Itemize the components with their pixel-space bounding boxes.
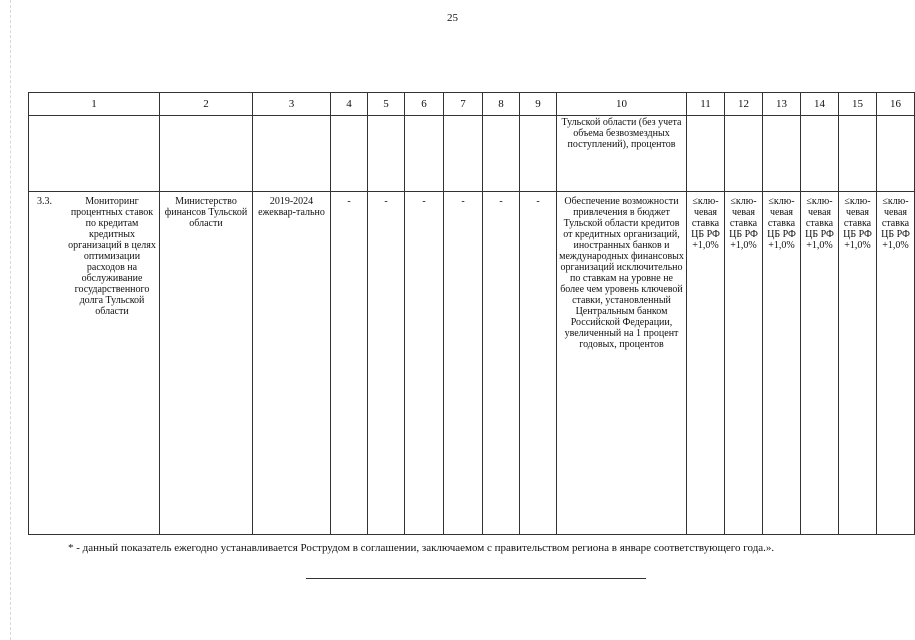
dash-cell: - — [331, 192, 368, 535]
empty-cell — [839, 116, 877, 192]
empty-cell — [725, 116, 763, 192]
activity-text: Мониторинг процентных ставок по кредитам кредитных организаций в целях оптимизации расходов на обслуживание государственного долга Тульской области — [68, 196, 156, 317]
value-cell: ≤клю-чевая ставка ЦБ РФ +1,0% — [877, 192, 915, 535]
activity-cell — [29, 192, 160, 535]
indicator-table — [28, 92, 915, 535]
col-header: 10 — [557, 93, 687, 116]
page-number: 25 — [447, 12, 458, 24]
empty-cell — [877, 116, 915, 192]
col-header: 14 — [801, 93, 839, 116]
value-cell: ≤клю-чевая ставка ЦБ РФ +1,0% — [725, 192, 763, 535]
col-header: 2 — [160, 93, 253, 116]
col-header: 3 — [253, 93, 331, 116]
table-row — [29, 192, 915, 535]
dash-cell: - — [405, 192, 444, 535]
empty-cell — [253, 116, 331, 192]
value-cell: ≤клю-чевая ставка ЦБ РФ +1,0% — [763, 192, 801, 535]
col-header: 7 — [444, 93, 483, 116]
value-cell: ≤клю-чевая ставка ЦБ РФ +1,0% — [687, 192, 725, 535]
col-header: 8 — [483, 93, 520, 116]
executor-cell: Министерство финансов Тульской области — [160, 192, 253, 535]
scan-edge-line — [10, 0, 11, 640]
col-header: 9 — [520, 93, 557, 116]
period-cell: 2019-2024 ежеквар-тально — [253, 192, 331, 535]
empty-cell — [405, 116, 444, 192]
value-cell: ≤клю-чевая ставка ЦБ РФ +1,0% — [839, 192, 877, 535]
empty-cell — [444, 116, 483, 192]
dash-cell: - — [483, 192, 520, 535]
col-header: 15 — [839, 93, 877, 116]
indicator-cell: Обеспечение возможности привлечения в бюджет Тульской области кредитов от кредитных организаций, иностранных банков и международных финансовых организаций исключительно по ставкам на уровне не более чем уровень ключевой ставки, установленный Центральным банком Российской Федерации, увеличенный на 1 процент годовых, процентов — [557, 192, 687, 535]
row-number: 3.3. — [37, 196, 52, 207]
empty-cell — [520, 116, 557, 192]
empty-cell — [801, 116, 839, 192]
col-header: 16 — [877, 93, 915, 116]
empty-cell — [331, 116, 368, 192]
empty-cell — [368, 116, 405, 192]
col-header: 1 — [29, 93, 160, 116]
empty-cell — [763, 116, 801, 192]
col-header: 12 — [725, 93, 763, 116]
dash-cell: - — [444, 192, 483, 535]
continuation-row — [29, 116, 915, 192]
empty-cell — [687, 116, 725, 192]
empty-cell — [483, 116, 520, 192]
col-header: 11 — [687, 93, 725, 116]
col-header: 13 — [763, 93, 801, 116]
empty-cell — [29, 116, 160, 192]
dash-cell: - — [368, 192, 405, 535]
footnote: * - данный показатель ежегодно устанавливается Рострудом в соглашении, заключаемом с правительством региона в январе соответствующего года.». — [68, 542, 775, 554]
col-header: 4 — [331, 93, 368, 116]
value-cell: ≤клю-чевая ставка ЦБ РФ +1,0% — [801, 192, 839, 535]
col-header: 6 — [405, 93, 444, 116]
dash-cell: - — [520, 192, 557, 535]
footnote-separator-line — [306, 578, 646, 579]
continuation-indicator-text: Тульской области (без учета объема безвозмездных поступлений), процентов — [557, 116, 687, 192]
col-header: 5 — [368, 93, 405, 116]
column-number-row — [29, 93, 915, 116]
empty-cell — [160, 116, 253, 192]
